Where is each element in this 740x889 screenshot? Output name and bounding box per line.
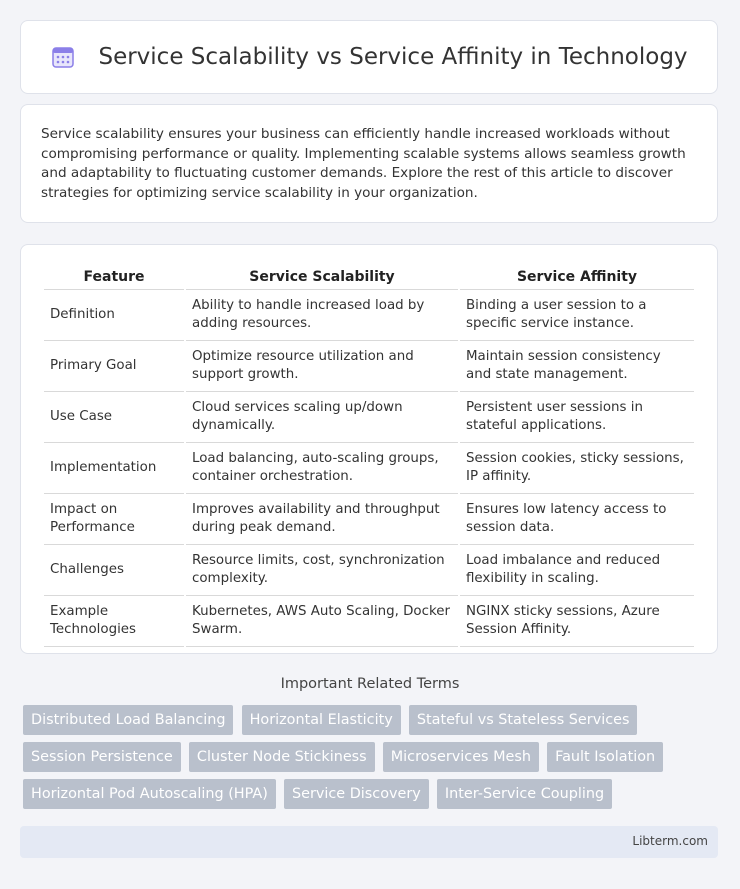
related-term-tag[interactable]: Horizontal Pod Autoscaling (HPA) [23, 779, 276, 809]
table-cell: Challenges [44, 545, 184, 596]
table-cell: Maintain session consistency and state management. [460, 341, 694, 392]
related-term-tag[interactable]: Stateful vs Stateless Services [409, 705, 638, 735]
table-cell: NGINX sticky sessions, Azure Session Affinity. [460, 596, 694, 647]
page-title: Service Scalability vs Service Affinity in Technology [98, 44, 688, 70]
column-header: Service Affinity [460, 265, 694, 290]
table-cell: Session cookies, sticky sessions, IP affinity. [460, 443, 694, 494]
calendar-icon [50, 44, 76, 70]
table-cell: Kubernetes, AWS Auto Scaling, Docker Swarm. [186, 596, 458, 647]
table-cell: Use Case [44, 392, 184, 443]
table-row [44, 596, 694, 647]
related-term-tag[interactable]: Service Discovery [284, 779, 429, 809]
related-term-tag[interactable]: Inter-Service Coupling [437, 779, 612, 809]
related-term-tag[interactable]: Distributed Load Balancing [23, 705, 233, 735]
table-cell: Example Technologies [44, 596, 184, 647]
table-cell: Load imbalance and reduced flexibility in scaling. [460, 545, 694, 596]
table-cell: Ensures low latency access to session data. [460, 494, 694, 545]
table-cell: Optimize resource utilization and support growth. [186, 341, 458, 392]
related-term-tag[interactable]: Horizontal Elasticity [242, 705, 401, 735]
table-cell: Implementation [44, 443, 184, 494]
intro-text: Service scalability ensures your business can efficiently handle increased workloads without compromising performance or quality. Implementing scalable systems allows seamless growth and adaptability to fluctuating customer demands. Explore the rest of this article to discover strategies for optimizing service scalability in your organization. [41, 126, 686, 201]
table-row [44, 341, 694, 392]
table-cell: Resource limits, cost, synchronization complexity. [186, 545, 458, 596]
column-header: Feature [44, 265, 184, 290]
related-terms-list [23, 705, 723, 816]
table-cell: Primary Goal [44, 341, 184, 392]
table-row [44, 443, 694, 494]
related-terms-heading: Important Related Terms [280, 676, 460, 692]
column-header: Service Scalability [186, 265, 458, 290]
table-row [44, 545, 694, 596]
table-cell: Definition [44, 290, 184, 341]
comparison-table-card [20, 244, 718, 654]
related-term-tag[interactable]: Fault Isolation [547, 742, 663, 772]
table-cell: Binding a user session to a specific service instance. [460, 290, 694, 341]
table-cell: Persistent user sessions in stateful applications. [460, 392, 694, 443]
table-row [44, 290, 694, 341]
table-cell: Load balancing, auto-scaling groups, container orchestration. [186, 443, 458, 494]
related-term-tag[interactable]: Session Persistence [23, 742, 181, 772]
intro-card [20, 104, 718, 223]
table-cell: Impact on Performance [44, 494, 184, 545]
title-card [20, 20, 718, 94]
footer [20, 826, 718, 858]
table-header-row [44, 265, 694, 290]
table-cell: Ability to handle increased load by adding resources. [186, 290, 458, 341]
table-cell: Improves availability and throughput during peak demand. [186, 494, 458, 545]
table-cell: Cloud services scaling up/down dynamically. [186, 392, 458, 443]
related-term-tag[interactable]: Microservices Mesh [383, 742, 539, 772]
comparison-table [42, 265, 696, 647]
footer-site-link[interactable]: Libterm.com [632, 834, 708, 848]
table-row [44, 392, 694, 443]
related-term-tag[interactable]: Cluster Node Stickiness [189, 742, 375, 772]
table-row [44, 494, 694, 545]
